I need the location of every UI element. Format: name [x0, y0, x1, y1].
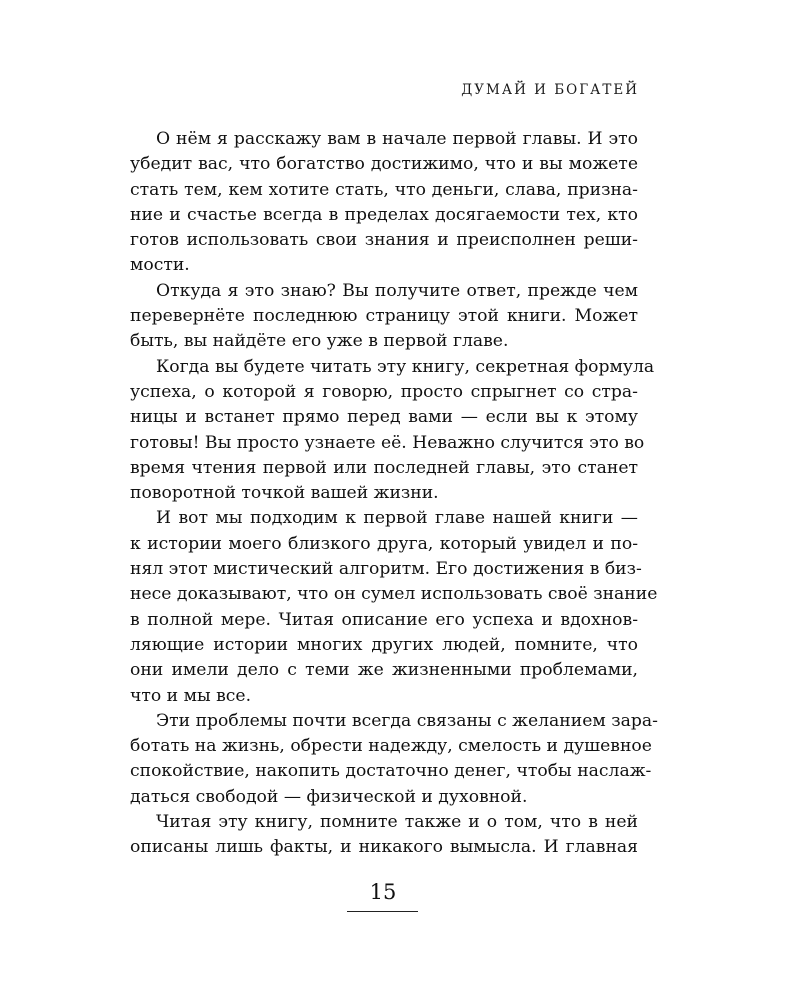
text-line: Читая эту книгу, помните также и о том, что в ней — [156, 812, 638, 833]
text-line: готов использовать свои знания и преисполнен реши- — [130, 230, 638, 251]
text-line: убедит вас, что богатство достижимо, что и вы можете — [130, 154, 638, 175]
body-text — [130, 127, 658, 861]
text-line: описаны лишь факты, и никакого вымысла. И главная — [130, 837, 638, 858]
text-line: ние и счастье всегда в пределах досягаемости тех, кто — [130, 204, 638, 225]
text-line: перевернёте последнюю страницу этой книги. Может — [130, 306, 638, 327]
text-line: несе доказывают, что он сумел использовать своё знание — [130, 584, 658, 605]
text-line: поворотной точкой вашей жизни. — [130, 483, 439, 504]
text-line: время чтения первой или последней главы, это станет — [130, 457, 638, 478]
text-line: ляющие истории многих других людей, помните, что — [130, 634, 638, 655]
text-line: в полной мере. Читая описание его успеха и вдохнов- — [130, 609, 638, 630]
page-number-rule — [347, 911, 418, 912]
text-line: спокойствие, накопить достаточно денег, чтобы наслаж- — [130, 761, 652, 782]
text-line: что и мы все. — [130, 685, 252, 706]
text-line: О нём я расскажу вам в начале первой главы. И это — [156, 129, 638, 149]
text-line: Откуда я это знаю? Вы получите ответ, прежде чем — [156, 280, 638, 301]
text-line: даться свободой — физической и духовной. — [130, 786, 528, 807]
text-line: они имели дело с теми же жизненными проблемами, — [130, 660, 638, 681]
text-line: ботать на жизнь, обрести надежду, смелость и душевное — [130, 736, 652, 757]
text-line: быть, вы найдёте его уже в первой главе. — [130, 331, 509, 352]
text-line: Эти проблемы почти всегда связаны с желанием зара- — [156, 710, 658, 731]
text-line: стать тем, кем хотите стать, что деньги, слава, призна- — [130, 179, 638, 200]
text-line: И вот мы подходим к первой главе нашей книги — — [156, 508, 638, 529]
page-number: 15 — [369, 880, 397, 904]
text-line: ницы и встанет прямо перед вами — если вы к этому — [130, 407, 638, 428]
text-line: Когда вы будете читать эту книгу, секретная формула — [156, 356, 655, 377]
running-head: ДУМАЙ И БОГАТЕЙ — [461, 82, 639, 98]
text-line: нял этот мистический алгоритм. Его достижения в биз- — [130, 559, 642, 580]
text-line: успеха, о которой я говорю, просто спрыгнет со стра- — [130, 381, 638, 402]
text-line: мости. — [130, 255, 190, 276]
text-line: к истории моего близкого друга, который увидел и по- — [130, 533, 638, 554]
text-line: готовы! Вы просто узнаете её. Неважно случится это во — [130, 432, 645, 453]
